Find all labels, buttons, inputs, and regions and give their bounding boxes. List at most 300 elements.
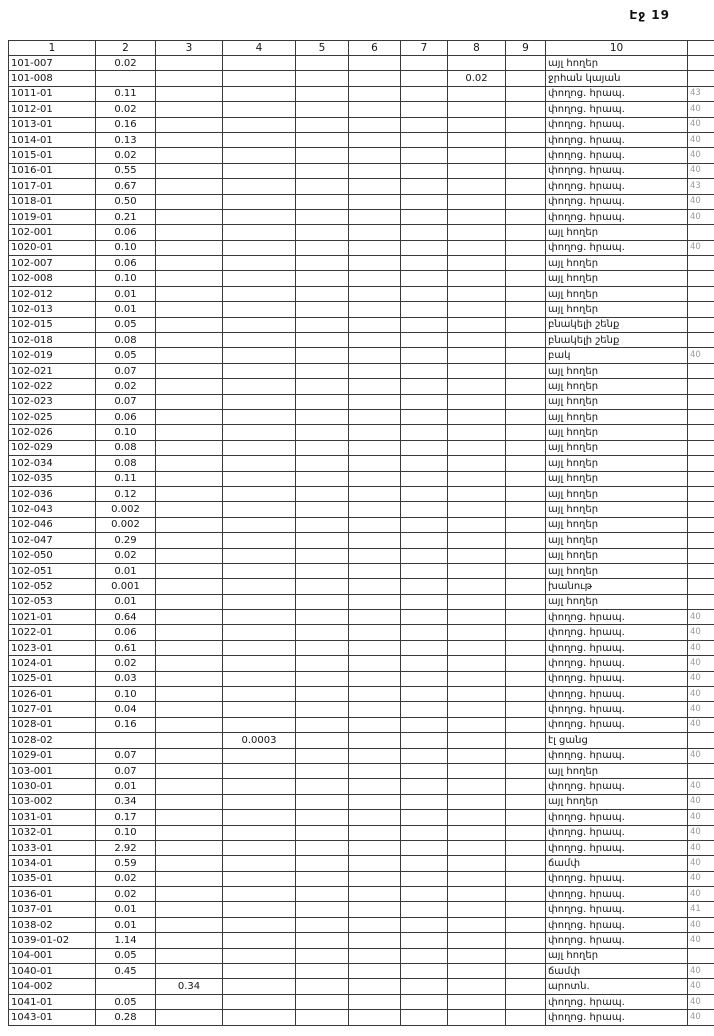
cell-col10: բնակելի շենք xyxy=(546,333,688,348)
table-row xyxy=(9,979,714,994)
cell-col10: այլ հողեր xyxy=(546,286,688,301)
cell-col3 xyxy=(156,502,223,517)
cell-col3 xyxy=(156,333,223,348)
cell-col2: 0.55 xyxy=(96,163,156,178)
cell-col5 xyxy=(296,871,349,886)
cell-col6 xyxy=(349,333,401,348)
cell-col7 xyxy=(401,348,448,363)
cell-col10: այլ հողեր xyxy=(546,56,688,71)
table-row xyxy=(9,748,714,763)
cell-col1: 102-013 xyxy=(9,302,96,317)
cell-col3 xyxy=(156,225,223,240)
column-header-7: 7 xyxy=(401,41,448,56)
cell-col1: 1024-01 xyxy=(9,656,96,671)
cell-col10: այլ հողեր xyxy=(546,440,688,455)
cell-col2: 0.08 xyxy=(96,456,156,471)
cell-col8: 0.02 xyxy=(448,71,506,86)
cell-col2: 0.17 xyxy=(96,810,156,825)
cell-col2: 0.002 xyxy=(96,502,156,517)
cell-col1: 1018-01 xyxy=(9,194,96,209)
cell-col5 xyxy=(296,548,349,563)
cell-col5 xyxy=(296,471,349,486)
cell-col3 xyxy=(156,610,223,625)
cell-col5 xyxy=(296,256,349,271)
cell-col4 xyxy=(223,779,296,794)
table-row xyxy=(9,717,714,732)
cell-col7 xyxy=(401,964,448,979)
cell-col10: այլ հողեր xyxy=(546,256,688,271)
cell-col3 xyxy=(156,517,223,532)
cell-col1: 102-051 xyxy=(9,563,96,578)
cell-col2: 0.06 xyxy=(96,409,156,424)
cell-col4 xyxy=(223,425,296,440)
margin-mark xyxy=(688,333,714,348)
table-row xyxy=(9,656,714,671)
cell-col5 xyxy=(296,302,349,317)
cell-col8 xyxy=(448,994,506,1009)
margin-mark xyxy=(688,425,714,440)
cell-col8 xyxy=(448,825,506,840)
cell-col5 xyxy=(296,86,349,101)
table-row xyxy=(9,917,714,932)
cell-col5 xyxy=(296,225,349,240)
cell-col1: 1015-01 xyxy=(9,148,96,163)
column-header-9: 9 xyxy=(506,41,546,56)
cell-col9 xyxy=(506,486,546,501)
cell-col1: 1037-01 xyxy=(9,902,96,917)
cell-col2: 0.05 xyxy=(96,948,156,963)
cell-col3 xyxy=(156,994,223,1009)
cell-col8 xyxy=(448,1010,506,1025)
cell-col2: 0.10 xyxy=(96,240,156,255)
cell-col9 xyxy=(506,302,546,317)
cell-col8 xyxy=(448,964,506,979)
cell-col6 xyxy=(349,810,401,825)
cell-col10: փողոց. հրապ. xyxy=(546,994,688,1009)
table-row xyxy=(9,179,714,194)
table-row xyxy=(9,533,714,548)
margin-mark: 40 xyxy=(688,1010,714,1025)
cell-col4 xyxy=(223,363,296,378)
cell-col1: 1036-01 xyxy=(9,887,96,902)
cell-col5 xyxy=(296,794,349,809)
cell-col5 xyxy=(296,333,349,348)
cell-col1: 102-036 xyxy=(9,486,96,501)
table-row xyxy=(9,733,714,748)
cell-col9 xyxy=(506,687,546,702)
cell-col5 xyxy=(296,887,349,902)
cell-col2: 0.02 xyxy=(96,102,156,117)
margin-mark: 40 xyxy=(688,856,714,871)
cell-col4 xyxy=(223,979,296,994)
cell-col3 xyxy=(156,933,223,948)
cell-col1: 102-018 xyxy=(9,333,96,348)
cell-col9 xyxy=(506,440,546,455)
cell-col3 xyxy=(156,733,223,748)
cell-col7 xyxy=(401,533,448,548)
cell-col9 xyxy=(506,748,546,763)
column-header-10: 10 xyxy=(546,41,688,56)
cell-col3 xyxy=(156,625,223,640)
cell-col5 xyxy=(296,640,349,655)
cell-col2: 0.08 xyxy=(96,333,156,348)
cell-col2: 0.61 xyxy=(96,640,156,655)
cell-col5 xyxy=(296,625,349,640)
margin-mark xyxy=(688,286,714,301)
margin-mark: 40 xyxy=(688,625,714,640)
cell-col7 xyxy=(401,486,448,501)
cell-col6 xyxy=(349,948,401,963)
cell-col4 xyxy=(223,471,296,486)
cell-col10: բնակելի շենք xyxy=(546,317,688,332)
cell-col1: 104-001 xyxy=(9,948,96,963)
cell-col1: 1023-01 xyxy=(9,640,96,655)
table-body xyxy=(9,56,714,1026)
cell-col9 xyxy=(506,533,546,548)
cell-col10: այլ հողեր xyxy=(546,271,688,286)
cell-col2: 0.05 xyxy=(96,317,156,332)
cell-col6 xyxy=(349,317,401,332)
cell-col6 xyxy=(349,671,401,686)
cell-col8 xyxy=(448,640,506,655)
cell-col5 xyxy=(296,209,349,224)
table-row xyxy=(9,348,714,363)
table-row xyxy=(9,333,714,348)
cell-col1: 1029-01 xyxy=(9,748,96,763)
column-header-8: 8 xyxy=(448,41,506,56)
table-row xyxy=(9,409,714,424)
margin-mark: 40 xyxy=(688,132,714,147)
cell-col1: 1019-01 xyxy=(9,209,96,224)
cell-col8 xyxy=(448,456,506,471)
cell-col7 xyxy=(401,132,448,147)
cell-col10: այլ հողեր xyxy=(546,471,688,486)
cell-col8 xyxy=(448,656,506,671)
table-row xyxy=(9,671,714,686)
table-row xyxy=(9,148,714,163)
cell-col4 xyxy=(223,840,296,855)
cell-col7 xyxy=(401,471,448,486)
cell-col6 xyxy=(349,856,401,871)
cell-col4 xyxy=(223,317,296,332)
margin-mark: 43 xyxy=(688,179,714,194)
cell-col3 xyxy=(156,871,223,886)
cell-col5 xyxy=(296,779,349,794)
cell-col6 xyxy=(349,256,401,271)
cell-col6 xyxy=(349,425,401,440)
cell-col2: 0.01 xyxy=(96,563,156,578)
cell-col9 xyxy=(506,840,546,855)
margin-mark xyxy=(688,763,714,778)
cell-col4 xyxy=(223,563,296,578)
cell-col2: 0.13 xyxy=(96,132,156,147)
cell-col4 xyxy=(223,256,296,271)
cell-col1: 1033-01 xyxy=(9,840,96,855)
cell-col6 xyxy=(349,748,401,763)
margin-mark: 40 xyxy=(688,979,714,994)
cell-col8 xyxy=(448,333,506,348)
cell-col7 xyxy=(401,256,448,271)
cell-col6 xyxy=(349,409,401,424)
cell-col8 xyxy=(448,194,506,209)
table-header-row xyxy=(9,41,714,56)
cell-col9 xyxy=(506,363,546,378)
cell-col9 xyxy=(506,209,546,224)
margin-mark xyxy=(688,271,714,286)
cell-col9 xyxy=(506,656,546,671)
cell-col6 xyxy=(349,1010,401,1025)
cell-col6 xyxy=(349,471,401,486)
cell-col1: 102-050 xyxy=(9,548,96,563)
cell-col2: 0.28 xyxy=(96,1010,156,1025)
cell-col3 xyxy=(156,671,223,686)
cell-col9 xyxy=(506,994,546,1009)
cell-col8 xyxy=(448,86,506,101)
cell-col1: 102-052 xyxy=(9,579,96,594)
cell-col6 xyxy=(349,363,401,378)
cell-col8 xyxy=(448,271,506,286)
cell-col8 xyxy=(448,856,506,871)
cell-col3 xyxy=(156,887,223,902)
cell-col3: 0.34 xyxy=(156,979,223,994)
cell-col3 xyxy=(156,117,223,132)
cell-col9 xyxy=(506,456,546,471)
cell-col3 xyxy=(156,917,223,932)
cell-col3 xyxy=(156,687,223,702)
cell-col7 xyxy=(401,1010,448,1025)
cell-col4 xyxy=(223,825,296,840)
cell-col10: փողոց. հրապ. xyxy=(546,179,688,194)
cell-col9 xyxy=(506,379,546,394)
cell-col7 xyxy=(401,194,448,209)
table-row xyxy=(9,471,714,486)
cell-col10: այլ հողեր xyxy=(546,502,688,517)
cell-col1: 102-001 xyxy=(9,225,96,240)
cell-col3 xyxy=(156,779,223,794)
margin-mark xyxy=(688,486,714,501)
cell-col1: 102-022 xyxy=(9,379,96,394)
margin-mark: 40 xyxy=(688,840,714,855)
cell-col9 xyxy=(506,548,546,563)
cell-col9 xyxy=(506,825,546,840)
cell-col7 xyxy=(401,640,448,655)
cell-col2: 0.02 xyxy=(96,379,156,394)
cell-col9 xyxy=(506,256,546,271)
margin-mark: 40 xyxy=(688,240,714,255)
cell-col3 xyxy=(156,563,223,578)
cell-col6 xyxy=(349,994,401,1009)
cell-col6 xyxy=(349,286,401,301)
cell-col6 xyxy=(349,594,401,609)
cell-col3 xyxy=(156,240,223,255)
cell-col4 xyxy=(223,440,296,455)
cell-col10: փողոց. հրապ. xyxy=(546,209,688,224)
cell-col3 xyxy=(156,717,223,732)
cell-col10: փողոց. հրապ. xyxy=(546,132,688,147)
cell-col10: այլ հողեր xyxy=(546,486,688,501)
table-row xyxy=(9,194,714,209)
cell-col5 xyxy=(296,271,349,286)
cell-col5 xyxy=(296,425,349,440)
cell-col8 xyxy=(448,794,506,809)
cell-col6 xyxy=(349,240,401,255)
cell-col10: փողոց. հրապ. xyxy=(546,163,688,178)
cell-col9 xyxy=(506,317,546,332)
cell-col6 xyxy=(349,871,401,886)
cell-col3 xyxy=(156,379,223,394)
cell-col8 xyxy=(448,933,506,948)
table-row xyxy=(9,286,714,301)
cell-col2: 0.02 xyxy=(96,148,156,163)
cell-col4 xyxy=(223,194,296,209)
cell-col2: 0.16 xyxy=(96,717,156,732)
cell-col4 xyxy=(223,887,296,902)
cell-col6 xyxy=(349,656,401,671)
margin-mark: 40 xyxy=(688,810,714,825)
cell-col2: 0.07 xyxy=(96,363,156,378)
cell-col3 xyxy=(156,194,223,209)
cell-col5 xyxy=(296,440,349,455)
cell-col7 xyxy=(401,440,448,455)
cell-col10: փողոց. հրապ. xyxy=(546,656,688,671)
cell-col2: 0.05 xyxy=(96,994,156,1009)
cell-col2: 1.14 xyxy=(96,933,156,948)
cell-col9 xyxy=(506,240,546,255)
cell-col6 xyxy=(349,194,401,209)
cell-col9 xyxy=(506,1010,546,1025)
cell-col5 xyxy=(296,363,349,378)
table-row xyxy=(9,779,714,794)
margin-mark xyxy=(688,456,714,471)
cell-col9 xyxy=(506,640,546,655)
cell-col1: 102-007 xyxy=(9,256,96,271)
cell-col8 xyxy=(448,209,506,224)
cell-col4 xyxy=(223,348,296,363)
cell-col6 xyxy=(349,225,401,240)
cell-col2: 0.50 xyxy=(96,194,156,209)
cell-col3 xyxy=(156,302,223,317)
margin-mark: 40 xyxy=(688,348,714,363)
cell-col1: 102-008 xyxy=(9,271,96,286)
margin-mark: 40 xyxy=(688,687,714,702)
cell-col3 xyxy=(156,594,223,609)
cell-col9 xyxy=(506,871,546,886)
cell-col8 xyxy=(448,887,506,902)
cell-col1: 1041-01 xyxy=(9,994,96,1009)
cell-col2: 0.29 xyxy=(96,533,156,548)
margin-mark: 40 xyxy=(688,117,714,132)
table-row xyxy=(9,640,714,655)
cell-col4 xyxy=(223,594,296,609)
cell-col4 xyxy=(223,810,296,825)
cell-col2: 0.10 xyxy=(96,825,156,840)
margin-mark: 40 xyxy=(688,610,714,625)
cell-col1: 1028-02 xyxy=(9,733,96,748)
cell-col3 xyxy=(156,579,223,594)
cell-col3 xyxy=(156,825,223,840)
cell-col3 xyxy=(156,763,223,778)
column-header-5: 5 xyxy=(296,41,349,56)
cell-col8 xyxy=(448,148,506,163)
cell-col8 xyxy=(448,687,506,702)
margin-mark: 40 xyxy=(688,994,714,1009)
cell-col7 xyxy=(401,56,448,71)
table-row xyxy=(9,302,714,317)
cell-col7 xyxy=(401,394,448,409)
cell-col7 xyxy=(401,425,448,440)
cell-col6 xyxy=(349,56,401,71)
table-row xyxy=(9,163,714,178)
cell-col9 xyxy=(506,56,546,71)
cell-col8 xyxy=(448,440,506,455)
cell-col10: ճամփ xyxy=(546,964,688,979)
cell-col7 xyxy=(401,994,448,1009)
cell-col10: փողոց. հրապ. xyxy=(546,871,688,886)
cell-col4 xyxy=(223,394,296,409)
cell-col5 xyxy=(296,132,349,147)
cell-col8 xyxy=(448,363,506,378)
margin-mark: 40 xyxy=(688,779,714,794)
cell-col6 xyxy=(349,887,401,902)
cell-col2: 0.12 xyxy=(96,486,156,501)
cell-col5 xyxy=(296,71,349,86)
cell-col5 xyxy=(296,456,349,471)
table-row xyxy=(9,240,714,255)
cell-col5 xyxy=(296,579,349,594)
cell-col6 xyxy=(349,610,401,625)
cell-col5 xyxy=(296,517,349,532)
cell-col3 xyxy=(156,286,223,301)
cell-col3 xyxy=(156,548,223,563)
cell-col6 xyxy=(349,702,401,717)
cell-col3 xyxy=(156,409,223,424)
margin-mark: 40 xyxy=(688,871,714,886)
cell-col10: փողոց. հրապ. xyxy=(546,810,688,825)
cell-col6 xyxy=(349,271,401,286)
cell-col4 xyxy=(223,548,296,563)
table-row xyxy=(9,702,714,717)
cell-col6 xyxy=(349,533,401,548)
cell-col8 xyxy=(448,871,506,886)
table-row xyxy=(9,517,714,532)
cell-col9 xyxy=(506,179,546,194)
cell-col5 xyxy=(296,964,349,979)
cell-col10: փողոց. հրապ. xyxy=(546,625,688,640)
table-row xyxy=(9,394,714,409)
cell-col10: այլ հողեր xyxy=(546,948,688,963)
margin-mark: 40 xyxy=(688,825,714,840)
cell-col9 xyxy=(506,917,546,932)
cell-col8 xyxy=(448,471,506,486)
cell-col5 xyxy=(296,610,349,625)
cell-col10: փողոց. հրապ. xyxy=(546,825,688,840)
margin-mark xyxy=(688,71,714,86)
cell-col5 xyxy=(296,671,349,686)
cell-col6 xyxy=(349,917,401,932)
cell-col5 xyxy=(296,656,349,671)
cell-col7 xyxy=(401,579,448,594)
cell-col9 xyxy=(506,471,546,486)
cell-col2: 0.64 xyxy=(96,610,156,625)
table-row xyxy=(9,825,714,840)
cell-col4 xyxy=(223,56,296,71)
cell-col1: 102-025 xyxy=(9,409,96,424)
cell-col9 xyxy=(506,979,546,994)
table-row xyxy=(9,856,714,871)
cell-col8 xyxy=(448,256,506,271)
margin-mark xyxy=(688,379,714,394)
table-row xyxy=(9,71,714,86)
